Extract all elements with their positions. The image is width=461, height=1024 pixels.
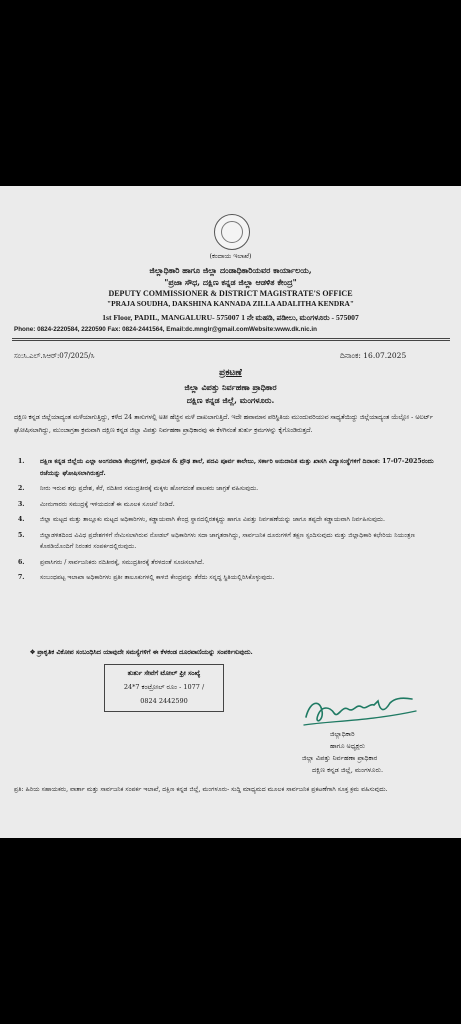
helpline-title: ತುರ್ತು ಸೇವೆಗೆ ಟೋಲ್ ಫ್ರೀ ಸಂಖ್ಯೆ [127, 669, 201, 677]
list-item: 5. ಜಿಲ್ಲಾಡಳಿತದಿಂದ ವಿವಿಧ ಪ್ರದೇಶಗಳಿಗೆ ನೇಮಿಸಲಾಗಿರುವ ನೋಡಲ್ ಅಧಿಕಾರಿಗಳು ಸದಾ ಜಾಗೃತರಾಗಿದ್ದು, ಸಾರ್ವಜನಿಕ ದೂರುಗಳಿಗೆ ತಕ್ಷಣ ಸ್ಪಂದಿಸುವುದು ಮತ್ತು ಜಿಲ್ಲಾಧಿಕಾರಿ ಕಛೇರಿಯ ನಿಯಂತ್ರಣ ಕೊಠಡಿಯೊಂದಿಗೆ ನಿರಂತರ ಸಂಪರ್ಕದಲ್ಲಿರುವುದು. [18, 531, 415, 550]
control-room-number: 24*7 ಕಂಟ್ರೋಲ್ ರೂಂ - 1077 / [123, 683, 205, 691]
signature-icon [300, 691, 420, 733]
header-divider [12, 338, 450, 339]
office-name-english: DEPUTY COMMISSIONER & DISTRICT MAGISTRATE'S OFFICE [108, 289, 353, 298]
contact-line: Phone: 0824-2220584, 2220590 Fax: 0824-2441564, Email:dc.mnglr@gmail.comWebsite:www.dk.nic.in [14, 326, 317, 333]
list-item: 6. ಪ್ರವಾಸಿಗರು / ಸಾರ್ವಜನಿಕರು ನದಿತೀರಕ್ಕೆ, ಸಮುದ್ರತೀರಕ್ಕೆ ತೆರಳದಂತೆ ಸೂಚಿಸಲಾಗಿದೆ. [18, 558, 205, 566]
signatory-authority: ಜಿಲ್ಲಾ ವಿಪತ್ತು ನಿರ್ವಹಣಾ ಪ್ರಾಧಿಕಾರ [302, 754, 378, 762]
list-item: 1. ದಕ್ಷಿಣ ಕನ್ನಡ ಜಿಲ್ಲೆಯ ಎಲ್ಲಾ ಅಂಗನವಾಡಿ ಕೇಂದ್ರಗಳಿಗೆ, ಪ್ರಾಥಮಿಕ & ಪ್ರೌಢ ಶಾಲೆ, ಪದವಿ ಪೂರ್ವ ಕಾಲೇಜು, ಸರ್ಕಾರಿ ಅನುದಾನಿತ ಮತ್ತು ಖಾಸಗಿ ವಿದ್ಯಾಸಂಸ್ಥೆಗಳಿಗೆ ದಿನಾಂಕ: 17-07-2025ರಂದು ರಜೆಯನ್ನು ಘೋಷಿಸಲಾಗಿರುತ್ತದೆ. [18, 458, 434, 477]
center-name-english: "PRAJA SOUDHA, DAKSHINA KANNADA ZILLA ADALITHA KENDRA" [107, 299, 354, 308]
intro-paragraph: ದಕ್ಷಿಣ ಕನ್ನಡ ಜಿಲ್ಲೆಯಾದ್ಯಂತ ಮಳೆಯಾಗುತ್ತಿದ್ದು, ಕಳೆದ 24 ತಾಸುಗಳಲ್ಲಿ ಅತೀ ಹೆಚ್ಚಿನ ಮಳೆ ದಾಖಲಾಗುತ್ತಿದೆ. ಇದೇ ಹವಾಮಾನ ಪರಿಸ್ಥಿತಿಯ ಮುಂದುವರಿಯುವ ಸಾಧ್ಯತೆಯಿದ್ದು ಜಿಲ್ಲೆಯಾದ್ಯಂತ ಯೆಲ್ಲೋ - ಅಲರ್ಟ್ ಘೋಷಿಸಲಾಗಿದ್ದು, ಮುಂಜಾಗ್ರತಾ ಕ್ರಮವಾಗಿ ದಕ್ಷಿಣ ಕನ್ನಡ ಜಿಲ್ಲಾ ವಿಪತ್ತು ನಿರ್ವಹಣಾ ಪ್ರಾಧಿಕಾರವು ಈ ಕೆಳಗಿನಂತೆ ತುರ್ತು ಕ್ರಮಗಳನ್ನು ಕೈಗೊಂಡಿರುತ್ತದೆ. [14, 414, 433, 434]
signatory-place: ದಕ್ಷಿಣ ಕನ್ನಡ ಜಿಲ್ಲೆ, ಮಂಗಳೂರು. [312, 766, 384, 774]
government-emblem-icon [214, 214, 250, 250]
header-divider [12, 340, 450, 341]
signatory-designation: ಹಾಗೂ ಅಧ್ಯಕ್ಷರು [330, 742, 365, 750]
list-item: 2. ನೀರು ಇರುವ ತಗ್ಗು ಪ್ರದೇಶ, ಕೆರೆ, ನದಿತೀರ ಸಮುದ್ರತೀರಕ್ಕೆ ಮಕ್ಕಳು ಹೋಗದಂತೆ ಪಾಲಕರು ಜಾಗ್ರತೆ ವಹಿಸುವುದು. [18, 485, 259, 492]
reference-number: ಸಂ:ಸಿ.ಎಲ್.ಸಿಆರ್:07/2025/ಸಿ [14, 352, 95, 360]
helpline-box [104, 664, 224, 712]
notice-title: ಪ್ರಕಟಣೆ [219, 368, 242, 378]
notice-document [0, 186, 461, 838]
office-address: 1st Floor, PADIL, MANGALURU- 575007 1 ನೇ ಮಹಡಿ, ಪಡೀಲು, ಮಂಗಳೂರು - 575007 [102, 313, 359, 322]
helpline-note: ❖ ಪ್ರಾಕೃತಿಕ ವಿಕೋಪ ಸಂಬಂಧಿಸಿದ ಯಾವುದೇ ಸಮಸ್ಯೆಗಳಿಗೆ ಈ ಕೆಳಕಂಡ ದೂರವಾಣಿಯನ್ನು ಸಂಪರ್ಕಿಸುವುದು. [30, 648, 253, 656]
signatory-title: ಜಿಲ್ಲಾಧಿಕಾರಿ [330, 730, 355, 738]
department-motto: (ಕಂದಾಯ ಇಲಾಖೆ) [209, 252, 252, 260]
authority-place: ದಕ್ಷಿಣ ಕನ್ನಡ ಜಿಲ್ಲೆ, ಮಂಗಳೂರು. [186, 395, 275, 405]
center-name-kannada: "ಪ್ರಜಾ ಸೌಧ, ದಕ್ಷಿಣ ಕನ್ನಡ ಜಿಲ್ಲಾ ಆಡಳಿತ ಕೇಂದ್ರ" [164, 277, 297, 287]
copy-to-note: ಪ್ರತಿ: ಹಿರಿಯ ಸಹಾಯಕರು, ವಾರ್ತಾ ಮತ್ತು ಸಾರ್ವಜನಿಕ ಸಂಪರ್ಕ ಇಲಾಖೆ, ದಕ್ಷಿಣ ಕನ್ನಡ ಜಿಲ್ಲೆ, ಮಂಗಳೂರು- ಸುದ್ದಿ ಮಾಧ್ಯಮದ ಮೂಲಕ ಸಾರ್ವಜನಿಕ ಪ್ರಕಟಣೆಗಾಗಿ ಸೂಕ್ತ ಕ್ರಮ ವಹಿಸುವುದು. [14, 786, 388, 793]
list-item: 7. ಸಂಬಂಧಪಟ್ಟ ಇಲಾಖಾ ಅಧಿಕಾರಿಗಳು ಪ್ರತೀ ತಾಲೂಕುಗಳಲ್ಲಿ ಕಾಳಜಿ ಕೇಂದ್ರವನ್ನು ತೆರೆದು ಸನ್ನದ್ಧ ಸ್ಥಿತಿಯಲ್ಲಿರಿಸಿಕೊಳ್ಳುವುದು. [18, 574, 275, 581]
phone-number: 0824 2442590 [140, 697, 188, 705]
notice-date: ದಿನಾಂಕ: 16.07.2025 [340, 351, 407, 360]
authority-name: ಜಿಲ್ಲಾ ವಿಪತ್ತು ನಿರ್ವಹಣಾ ಪ್ರಾಧಿಕಾರ [184, 382, 277, 392]
measures-list [18, 456, 448, 588]
office-name-kannada: ಜಿಲ್ಲಾಧಿಕಾರಿ ಹಾಗೂ ಜಿಲ್ಲಾ ದಂಡಾಧಿಕಾರಿಯವರ ಕಾರ್ಯಾಲಯ, [149, 265, 312, 275]
list-item: 4. ಜಿಲ್ಲಾ ಮಟ್ಟದ ಮತ್ತು ತಾಲ್ಲೂಕು ಮಟ್ಟದ ಅಧಿಕಾರಿಗಳು, ಕಡ್ಡಾಯವಾಗಿ ಕೇಂದ್ರ ಸ್ಥಾನದಲ್ಲಿರತಕ್ಕದ್ದು ಹಾಗೂ ವಿಪತ್ತು ನಿರ್ವಹಣೆಯನ್ನು ಜಾಗೂ ತಪ್ಪದೇ ಕಡ್ಡಾಯವಾಗಿ ನಿರ್ವಹಿಸುವುದು. [18, 516, 385, 523]
list-item: 3. ಮೀನುಗಾರರು ಸಮುದ್ರಕ್ಕೆ ಇಳಿಯದಂತೆ ಈ ಮೂಲಕ ಸೂಚನೆ ನೀಡಿದೆ. [18, 500, 175, 508]
